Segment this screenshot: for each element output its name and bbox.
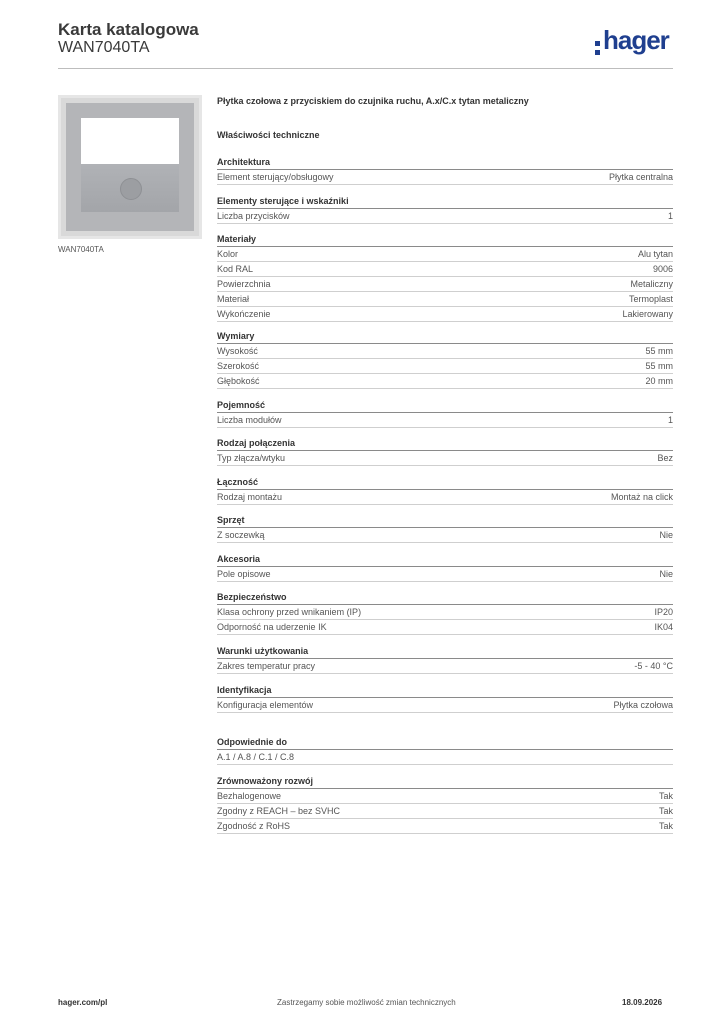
sensor-lens [120, 178, 142, 200]
property-row [217, 620, 673, 635]
property-label: Kod RAL [217, 264, 254, 274]
property-row [217, 804, 673, 819]
property-value: Nie [659, 569, 673, 579]
property-value: Nie [659, 530, 673, 540]
property-label: Zgodny z REACH – bez SVHC [217, 806, 341, 816]
property-label: A.1 / A.8 / C.1 / C.8 [217, 752, 295, 762]
property-row [217, 413, 673, 428]
product-name: Płytka czołowa z przyciskiem do czujnika ruchu, A.x/C.x tytan metaliczny [217, 96, 529, 106]
label-window [81, 118, 179, 164]
section-title: Sprzęt [217, 514, 673, 528]
property-section [217, 591, 673, 635]
logo-colon-icon [594, 35, 602, 55]
section-title: Pojemność [217, 399, 673, 413]
properties-heading: Właściwości techniczne [217, 130, 320, 140]
section-title: Architektura [217, 156, 673, 170]
section-title: Zrównoważony rozwój [217, 775, 673, 789]
property-section [217, 399, 673, 428]
property-section [217, 195, 673, 224]
property-value: Bez [657, 453, 673, 463]
property-section [217, 233, 673, 322]
property-row [217, 247, 673, 262]
footer-website: hager.com/pl [58, 998, 108, 1007]
property-section [217, 437, 673, 466]
property-value: 9006 [652, 264, 673, 274]
property-label: Rodzaj montażu [217, 492, 283, 502]
property-label: Powierzchnia [217, 279, 271, 289]
section-title: Odpowiednie do [217, 736, 673, 750]
property-value: Tak [658, 791, 673, 801]
property-row [217, 528, 673, 543]
property-value: Lakierowany [622, 309, 673, 319]
property-section [217, 476, 673, 505]
property-row [217, 277, 673, 292]
property-value: 55 mm [645, 361, 673, 371]
property-label: Konfiguracja elementów [217, 700, 314, 710]
section-title: Elementy sterujące i wskaźniki [217, 195, 673, 209]
section-title: Identyfikacja [217, 684, 673, 698]
section-title: Bezpieczeństwo [217, 591, 673, 605]
property-value: Alu tytan [637, 249, 673, 259]
property-row [217, 451, 673, 466]
footer-disclaimer: Zastrzegamy sobie możliwość zmian technicznych [277, 998, 456, 1007]
property-value: -5 - 40 °C [634, 661, 673, 671]
property-section [217, 736, 673, 765]
section-title: Warunki użytkowania [217, 645, 673, 659]
property-label: Typ złącza/wtyku [217, 453, 286, 463]
property-label: Z soczewką [217, 530, 265, 540]
property-label: Liczba modułów [217, 415, 282, 425]
property-value: IK04 [654, 622, 673, 632]
property-section [217, 645, 673, 674]
property-label: Zgodność z RoHS [217, 821, 291, 831]
property-row [217, 209, 673, 224]
product-code: WAN7040TA [58, 39, 150, 56]
header-divider [58, 68, 673, 69]
property-section [217, 775, 673, 834]
property-row [217, 605, 673, 620]
property-section [217, 684, 673, 713]
property-label: Bezhalogenowe [217, 791, 282, 801]
property-row [217, 359, 673, 374]
section-title: Wymiary [217, 330, 673, 344]
property-label: Materiał [217, 294, 250, 304]
property-label: Klasa ochrony przed wnikaniem (IP) [217, 607, 362, 617]
property-value: 1 [667, 415, 673, 425]
footer-date: 18.09.2026 [622, 998, 663, 1007]
property-row [217, 490, 673, 505]
property-value: 55 mm [645, 346, 673, 356]
property-value: 20 mm [645, 376, 673, 386]
property-section [217, 330, 673, 389]
property-row [217, 344, 673, 359]
property-value: Płytka centralna [608, 172, 673, 182]
property-row [217, 307, 673, 322]
property-row [217, 698, 673, 713]
property-section [217, 156, 673, 185]
property-value: IP20 [654, 607, 673, 617]
section-title: Materiały [217, 233, 673, 247]
property-row [217, 374, 673, 389]
property-value: Metaliczny [630, 279, 673, 289]
property-value: Montaż na click [610, 492, 673, 502]
property-label: Liczba przycisków [217, 211, 290, 221]
property-value: 1 [667, 211, 673, 221]
property-row [217, 262, 673, 277]
property-label: Zakres temperatur pracy [217, 661, 316, 671]
property-row [217, 567, 673, 582]
property-row [217, 659, 673, 674]
property-label: Szerokość [217, 361, 260, 371]
section-title: Rodzaj połączenia [217, 437, 673, 451]
property-label: Kolor [217, 249, 239, 259]
property-row [217, 819, 673, 834]
property-value: Termoplast [628, 294, 673, 304]
logo-text: hager [603, 25, 669, 55]
document-title: Karta katalogowa [58, 20, 199, 39]
property-label: Element sterujący/obsługowy [217, 172, 334, 182]
property-label: Wysokość [217, 346, 258, 356]
property-label: Głębokość [217, 376, 260, 386]
property-section [217, 514, 673, 543]
section-title: Łączność [217, 476, 673, 490]
property-value: Tak [658, 821, 673, 831]
property-row [217, 170, 673, 185]
hager-logo [594, 25, 669, 55]
property-label: Wykończenie [217, 309, 271, 319]
property-label: Pole opisowe [217, 569, 271, 579]
image-caption: WAN7040TA [58, 245, 104, 254]
property-section [217, 553, 673, 582]
property-value: Płytka czołowa [613, 700, 673, 710]
product-image [58, 95, 202, 239]
property-row [217, 292, 673, 307]
section-title: Akcesoria [217, 553, 673, 567]
property-row [217, 789, 673, 804]
property-row [217, 750, 673, 765]
property-value: Tak [658, 806, 673, 816]
property-label: Odporność na uderzenie IK [217, 622, 327, 632]
